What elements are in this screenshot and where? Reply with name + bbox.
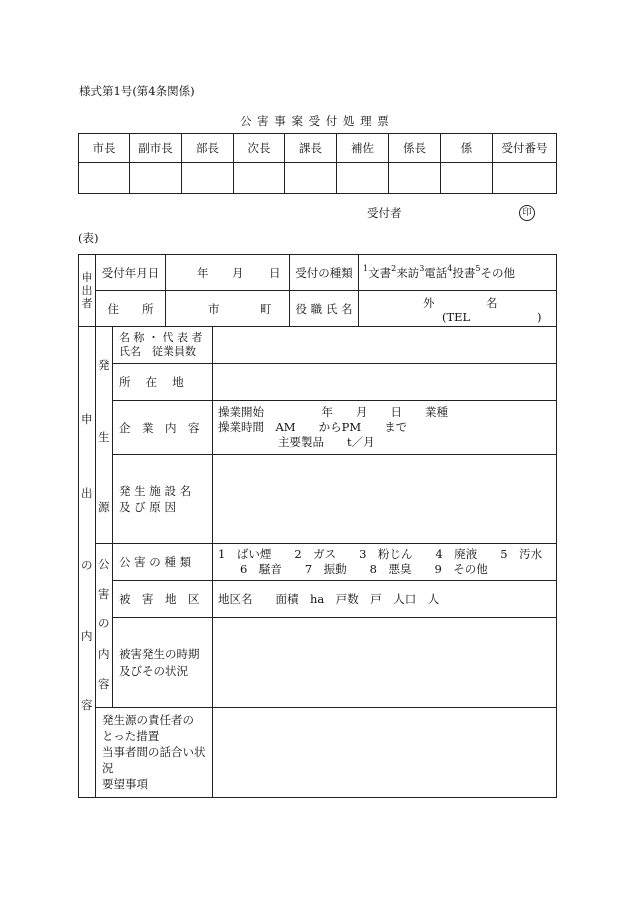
others-label: 外	[423, 296, 435, 310]
approval-col-section-chief: 課長	[285, 134, 337, 163]
stamp-cell[interactable]	[337, 163, 389, 194]
name-rep-label: 名 称 ・ 代 表 者 氏名 従業員数	[113, 327, 213, 364]
stamp-cell[interactable]	[79, 163, 130, 194]
city-label: 市	[208, 302, 220, 316]
facility-field[interactable]	[213, 455, 557, 544]
damage-time-label: 被害発生の時期 及びその状況	[113, 618, 213, 708]
pollution-type-options[interactable]: 1 ばい煙 2 ガス 3 粉じん 4 廃液 5 汚水 6 騒音 7 振動 8 悪臭 9 その他	[213, 544, 557, 581]
stamp-cell[interactable]	[441, 163, 493, 194]
date-label: 受付年月日	[96, 255, 166, 291]
address-label: 住 所	[96, 291, 166, 327]
form-number: 様式第1号(第4条関係)	[79, 84, 195, 98]
content-section-label: 申 出 の 内 容	[79, 327, 96, 798]
day-label: 日	[269, 266, 281, 280]
business-field[interactable]: 操業開始 年 月 日 業種 操業時間 AM からPM まで 主要製品 t／月	[213, 401, 557, 455]
location-field[interactable]	[213, 364, 557, 401]
stamp-cell[interactable]	[182, 163, 234, 194]
approval-col-deputy-director: 次長	[234, 134, 285, 163]
approval-stamp-row	[79, 163, 557, 194]
stamp-cell[interactable]	[130, 163, 182, 194]
receipt-number-cell[interactable]	[493, 163, 557, 194]
applicant-table	[78, 254, 557, 327]
seal-icon: 印	[519, 205, 535, 221]
town-label: 町	[260, 302, 272, 316]
approval-col-receipt-number: 受付番号	[493, 134, 557, 163]
approval-col-unit-chief: 係長	[389, 134, 441, 163]
measures-field[interactable]	[213, 708, 557, 798]
tel-label: (TEL	[442, 310, 471, 324]
name-rep-field[interactable]	[213, 327, 557, 364]
front-label: (表)	[78, 231, 99, 245]
month-label: 月	[232, 266, 244, 280]
date-field[interactable]	[166, 255, 290, 291]
measures-label: 発生源の責任者の とった措置 当事者間の話合い状 況 要望事項	[96, 708, 213, 798]
pollution-label: 公 害 の 内 容	[96, 544, 113, 708]
damage-time-field[interactable]	[213, 618, 557, 708]
facility-label: 発 生 施 設 名 及 び 原 因	[113, 455, 213, 544]
stamp-cell[interactable]	[389, 163, 441, 194]
position-name-field[interactable]	[359, 291, 557, 327]
location-label: 所 在 地	[113, 364, 213, 401]
type-options[interactable]: $^1$文書$^2$来訪$^3$電話$^4$投書$^5$その他	[359, 255, 557, 291]
pollution-type-label: 公 害 の 種 類	[113, 544, 213, 581]
stamp-cell[interactable]	[234, 163, 285, 194]
business-label: 企 業 内 容	[113, 401, 213, 455]
year-label: 年	[197, 266, 209, 280]
name-suffix: 名	[486, 296, 498, 310]
stamp-cell[interactable]	[285, 163, 337, 194]
type-label: 受付の種類	[290, 255, 359, 291]
applicant-section-label: 申 出 者	[79, 255, 96, 327]
approval-col-mayor: 市長	[79, 134, 130, 163]
form-title: 公 害 事 案 受 付 処 理 票	[240, 114, 390, 128]
content-table	[78, 326, 557, 798]
approval-col-assistant: 補佐	[337, 134, 389, 163]
approval-header-row	[79, 134, 557, 163]
damage-area-field[interactable]: 地区名 面積 ha 戸数 戸 人口 人	[213, 581, 557, 618]
approval-table	[78, 133, 557, 194]
receiver-label: 受付者	[367, 206, 402, 220]
position-name-label: 役 職 氏 名	[290, 291, 359, 327]
approval-col-staff: 係	[441, 134, 493, 163]
approval-col-deputy-mayor: 副市長	[130, 134, 182, 163]
address-field[interactable]	[166, 291, 290, 327]
damage-area-label: 被 害 地 区	[113, 581, 213, 618]
source-label: 発 生 源	[96, 327, 113, 544]
tel-close: )	[537, 310, 542, 324]
approval-col-director: 部長	[182, 134, 234, 163]
